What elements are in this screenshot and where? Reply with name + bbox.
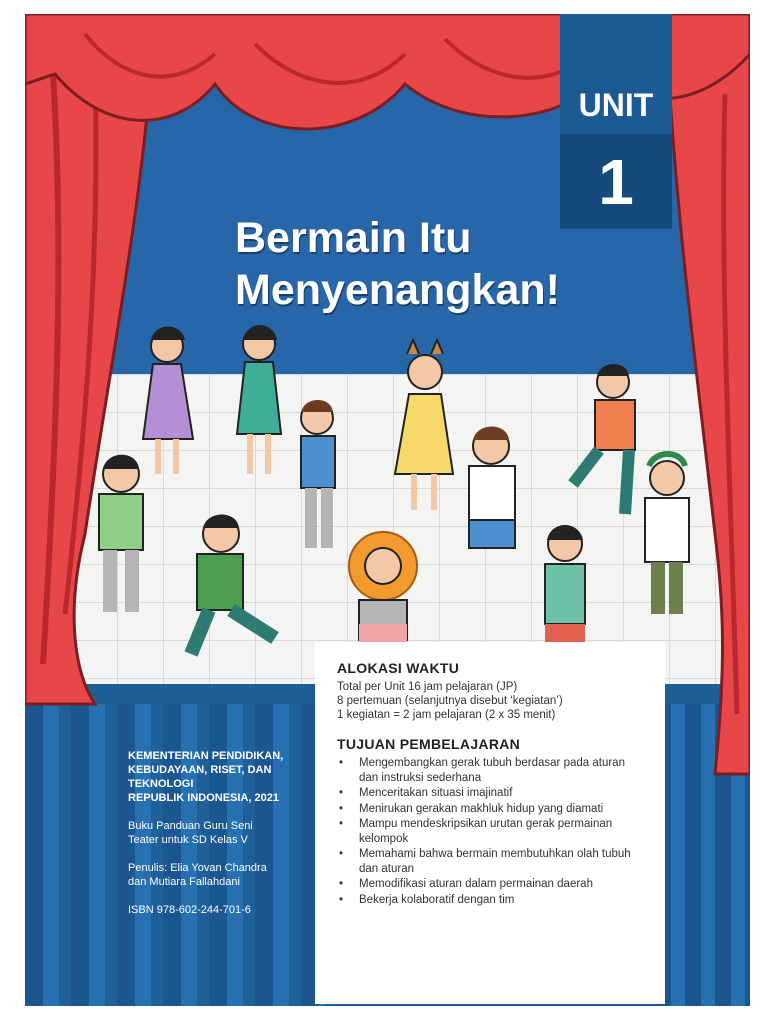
alokasi-line: 1 kegiatan = 2 jam pelajaran (2 x 35 menit) (337, 709, 556, 721)
tujuan-item: • Memodifikasi aturan dalam permainan daerah (337, 877, 643, 892)
publisher-org-line: REPUBLIK INDONESIA, 2021 (128, 792, 279, 804)
book-title-line: Teater untuk SD Kelas V (128, 834, 248, 846)
unit-badge (560, 14, 672, 229)
child-orange-shirt (573, 364, 635, 514)
isbn: ISBN 978-602-244-701-6 (128, 904, 251, 916)
book-cover (25, 14, 750, 1006)
child-blue-shirt (301, 400, 335, 548)
child-leaf-crown (645, 454, 689, 614)
tujuan-heading: TUJUAN PEMBELAJARAN (337, 736, 521, 752)
publisher-info (128, 749, 318, 931)
tujuan-item: • Bekerja kolaboratif dengan tim (337, 893, 643, 908)
child-green-shirt (191, 515, 275, 655)
alokasi-line: Total per Unit 16 jam pelajaran (JP) (337, 681, 518, 693)
child-teal-shirt (545, 525, 585, 644)
publisher-org-line: TEKNOLOGI (128, 778, 194, 790)
author-info (128, 861, 318, 889)
tujuan-item: • Mampu mendeskripsikan urutan gerak permainan kelompok (337, 817, 643, 846)
book-title-line: Buku Panduan Guru Seni (128, 820, 253, 832)
unit-title-line2: Menyenangkan! (235, 266, 560, 314)
unit-label: UNIT (578, 87, 654, 123)
tujuan-item: • Menceritakan situasi imajinatif (337, 786, 643, 801)
unit-title-line1: Bermain Itu (235, 214, 472, 262)
unit-info-box (315, 642, 665, 1004)
unit-label-box (560, 14, 672, 134)
tujuan-item: • Menirukan gerakan makhluk hidup yang diamati (337, 802, 643, 817)
child-lion-costume (349, 532, 417, 644)
alokasi-details (337, 680, 643, 722)
alokasi-line: 8 pertemuan (selanjutnya disebut ‘kegiatan’) (337, 695, 563, 707)
book-title (128, 819, 318, 847)
tujuan-item: • Memahami bahwa bermain membutuhkan olah tubuh dan aturan (337, 847, 643, 876)
unit-number-box (560, 134, 672, 229)
unit-number: 1 (598, 145, 634, 218)
tujuan-list (337, 756, 643, 907)
child-white-shirt (469, 427, 515, 549)
publisher-org-line: KEBUDAYAAN, RISET, DAN (128, 764, 272, 776)
tujuan-item: • Mengembangkan gerak tubuh berdasar pada aturan dan instruksi sederhana (337, 756, 643, 785)
child-cat-costume (395, 340, 453, 510)
child-purple-dress (143, 327, 193, 475)
child-green-dress (237, 325, 281, 474)
publisher-org-line: KEMENTERIAN PENDIDIKAN, (128, 750, 284, 762)
child-red-headband (99, 455, 143, 612)
alokasi-heading: ALOKASI WAKTU (337, 660, 460, 676)
author-line: Penulis: Elia Yovan Chandra (128, 862, 267, 874)
publisher-org (128, 749, 318, 805)
unit-title (235, 212, 560, 316)
author-line: dan Mutiara Fallahdani (128, 876, 240, 888)
